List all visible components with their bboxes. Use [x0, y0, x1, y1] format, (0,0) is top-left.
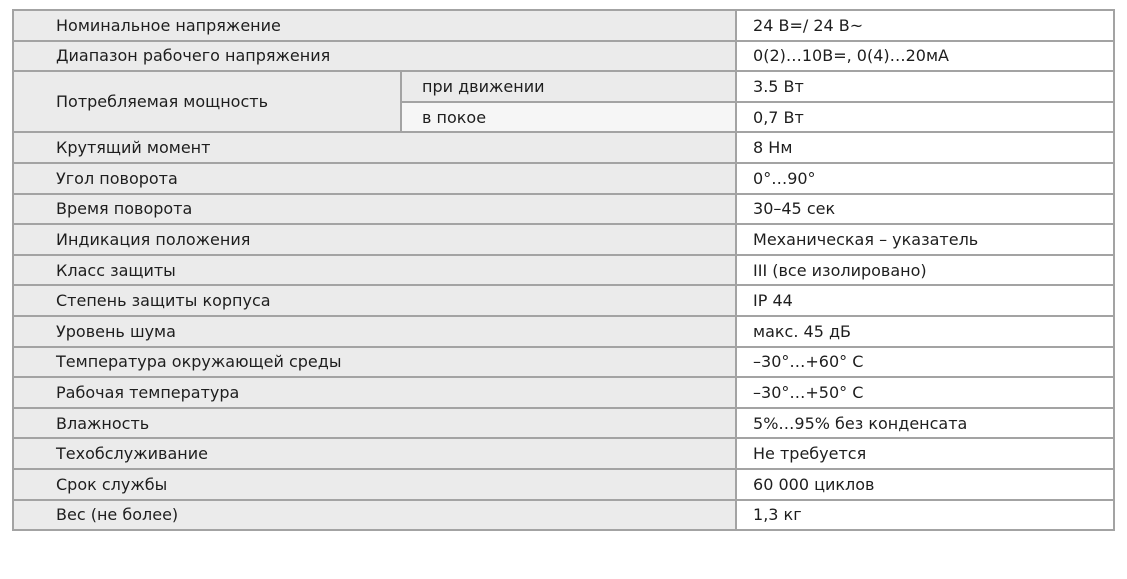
spec-label: Техобслуживание — [13, 438, 736, 469]
table-row — [13, 132, 1114, 163]
table-row — [13, 255, 1114, 286]
spec-value: IP 44 — [736, 285, 1114, 316]
table-row — [13, 41, 1114, 72]
spec-label: Температура окружающей среды — [13, 347, 736, 378]
spec-value: 24 В=/ 24 В~ — [736, 10, 1114, 41]
specifications-table — [12, 9, 1115, 531]
table-row — [13, 71, 1114, 102]
table-row — [13, 285, 1114, 316]
table-row — [13, 438, 1114, 469]
spec-value: 0(2)…10В=, 0(4)…20мА — [736, 41, 1114, 72]
spec-value: III (все изолировано) — [736, 255, 1114, 286]
spec-value: 3.5 Вт — [736, 71, 1114, 102]
spec-value: макс. 45 дБ — [736, 316, 1114, 347]
spec-label: Угол поворота — [13, 163, 736, 194]
spec-value: 0°…90° — [736, 163, 1114, 194]
spec-value: 30–45 сек — [736, 194, 1114, 225]
spec-label: Класс защиты — [13, 255, 736, 286]
spec-value: Механическая – указатель — [736, 224, 1114, 255]
spec-label: Индикация положения — [13, 224, 736, 255]
spec-value: 0,7 Вт — [736, 102, 1114, 133]
spec-value: –30°…+50° С — [736, 377, 1114, 408]
table-row — [13, 224, 1114, 255]
spec-label: Степень защиты корпуса — [13, 285, 736, 316]
spec-label: Уровень шума — [13, 316, 736, 347]
spec-sublabel: при движении — [401, 71, 736, 102]
spec-value: 5%…95% без конденсата — [736, 408, 1114, 439]
spec-label: Срок службы — [13, 469, 736, 500]
spec-label: Диапазон рабочего напряжения — [13, 41, 736, 72]
spec-label: Вес (не более) — [13, 500, 736, 531]
table-row — [13, 377, 1114, 408]
spec-sublabel: в покое — [401, 102, 736, 133]
spec-label: Крутящий момент — [13, 132, 736, 163]
spec-value: –30°…+60° С — [736, 347, 1114, 378]
spec-label: Номинальное напряжение — [13, 10, 736, 41]
spec-value: 1,3 кг — [736, 500, 1114, 531]
spec-label: Влажность — [13, 408, 736, 439]
table-row — [13, 469, 1114, 500]
spec-label: Рабочая температура — [13, 377, 736, 408]
table-row — [13, 408, 1114, 439]
spec-label: Время поворота — [13, 194, 736, 225]
table-row — [13, 316, 1114, 347]
table-row — [13, 194, 1114, 225]
table-row — [13, 347, 1114, 378]
specifications-table-body — [13, 10, 1114, 530]
table-row — [13, 500, 1114, 531]
table-row — [13, 163, 1114, 194]
table-row — [13, 10, 1114, 41]
spec-value: 60 000 циклов — [736, 469, 1114, 500]
spec-label: Потребляемая мощность — [13, 71, 401, 132]
spec-value: 8 Нм — [736, 132, 1114, 163]
spec-value: Не требуется — [736, 438, 1114, 469]
